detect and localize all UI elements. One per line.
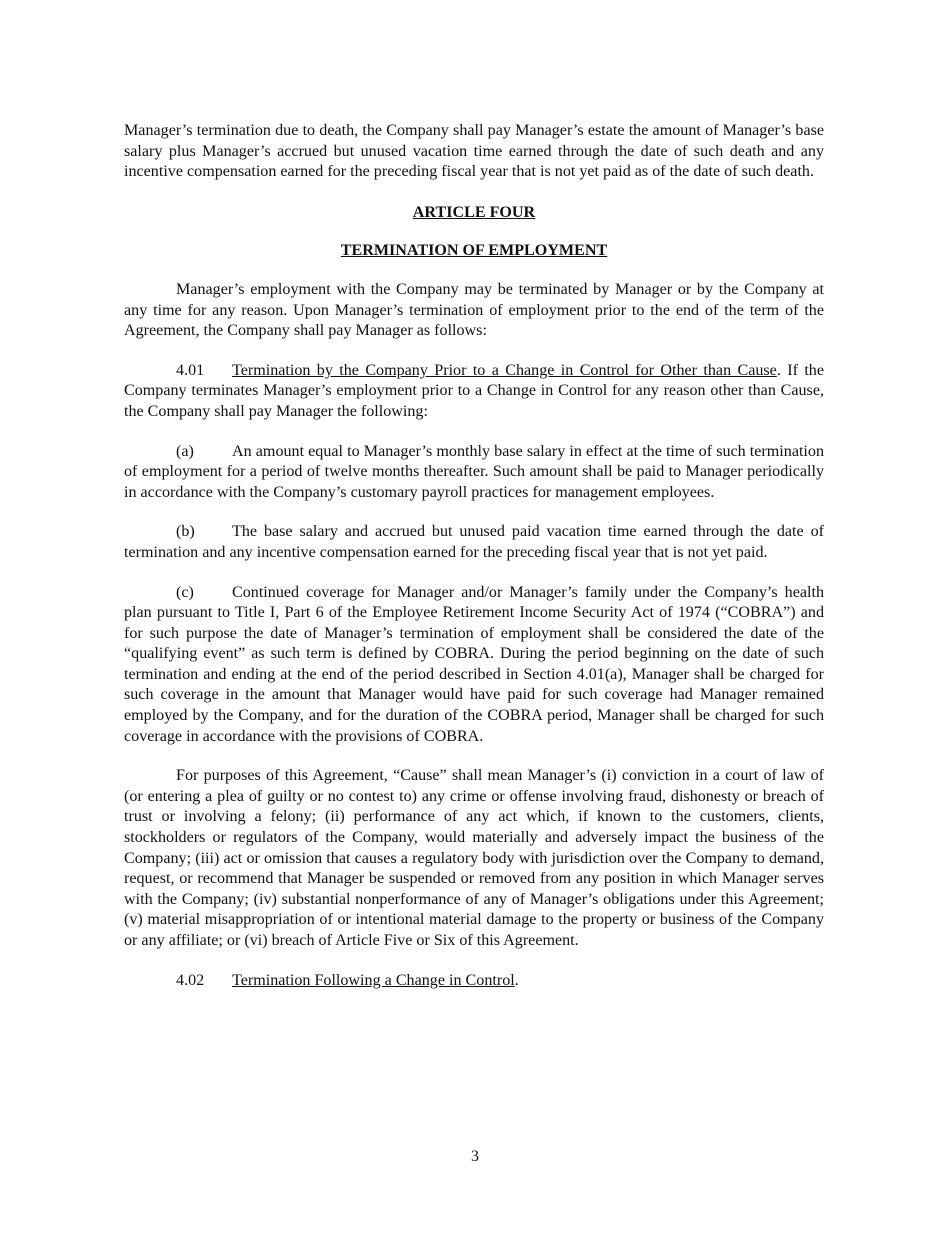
list-item-label: (c) <box>176 583 194 601</box>
page-number: 3 <box>471 1148 479 1165</box>
article-title: ARTICLE FOUR <box>412 203 536 221</box>
section-number: 4.02 <box>176 971 205 989</box>
list-item-label: (b) <box>176 523 195 541</box>
section-4-01-paragraph <box>124 361 824 423</box>
list-item-text: An amount equal to Manager’s monthly base salary in effect at the time of such termination of employment for a period of twelve months thereafter. Such amount shall be paid to Manager periodically in accordance with the Company’s customary payroll practices for management employees. <box>124 442 824 501</box>
section-title: Termination by the Company Prior to a Change in Control for Other than Cause <box>232 361 777 379</box>
intro-paragraph: Manager’s termination due to death, the Company shall pay Manager’s estate the amount of Manager’s base salary plus Manager’s accrued but unused vacation time earned through the date of such death and any incentive compensation earned for the preceding fiscal year that is not yet paid as of the date of such death. <box>124 122 824 181</box>
list-item-label: (a) <box>176 442 194 460</box>
section-title: Termination Following a Change in Control <box>232 971 515 989</box>
list-item-c <box>124 583 824 748</box>
list-item-text: Continued coverage for Manager and/or Manager’s family under the Company’s health plan pursuant to Title I, Part 6 of the Employee Retirement Income Security Act of 1974 (“COBRA”) and for such purpose the date of Manager’s termination of employment shall be considered the date of the “qualifying event” as such term is defined by COBRA. During the period beginning on the date of such termination and ending at the end of the period described in Section 4.01(a), Manager shall be charged for such coverage in the amount that Manager would have paid for such coverage had Manager remained employed by the Company, and for the duration of the COBRA period, Manager shall be charged for such coverage in accordance with the provisions of COBRA. <box>124 583 824 745</box>
list-item-a <box>124 442 824 504</box>
section-suffix: . <box>514 971 519 989</box>
section-text: . If the Company terminates Manager’s employment prior to a Change in Control for any reason other than Cause, the Company shall pay Manager the following: <box>124 361 824 420</box>
section-4-02-heading <box>124 971 824 992</box>
list-item-b <box>124 522 824 563</box>
cause-definition-paragraph: For purposes of this Agreement, “Cause” shall mean Manager’s (i) conviction in a court of law of (or entering a plea of guilty or no contest to) any crime or offense involving fraud, dishonesty or breach of trust or involving a felony; (ii) performance of any act which, if known to the customers, clients, stockholders or regulators of the Company, would materially and adversely impact the business of the Company; (iii) act or omission that causes a regulatory body with jurisdiction over the Company to demand, request, or recommend that Manager be suspended or removed from any position in which Manager serves with the Company; (iv) substantial nonperformance of any of Manager’s obligations under this Agreement; (v) material misappropriation of or intentional material damage to the property or business of the Company or any affiliate; or (vi) breach of Article Five or Six of this Agreement. <box>124 767 824 949</box>
section-number: 4.01 <box>176 361 205 379</box>
article-intro-paragraph: Manager’s employment with the Company may be terminated by Manager or by the Company at any time for any reason. Upon Manager’s termination of employment prior to the end of the term of the Agreement, the Company shall pay Manager as follows: <box>124 280 824 340</box>
list-item-text: The base salary and accrued but unused paid vacation time earned through the date of termination and any incentive compensation earned for the preceding fiscal year that is not yet paid. <box>124 523 824 561</box>
article-subtitle: TERMINATION OF EMPLOYMENT <box>340 242 608 260</box>
document-page <box>124 121 824 991</box>
